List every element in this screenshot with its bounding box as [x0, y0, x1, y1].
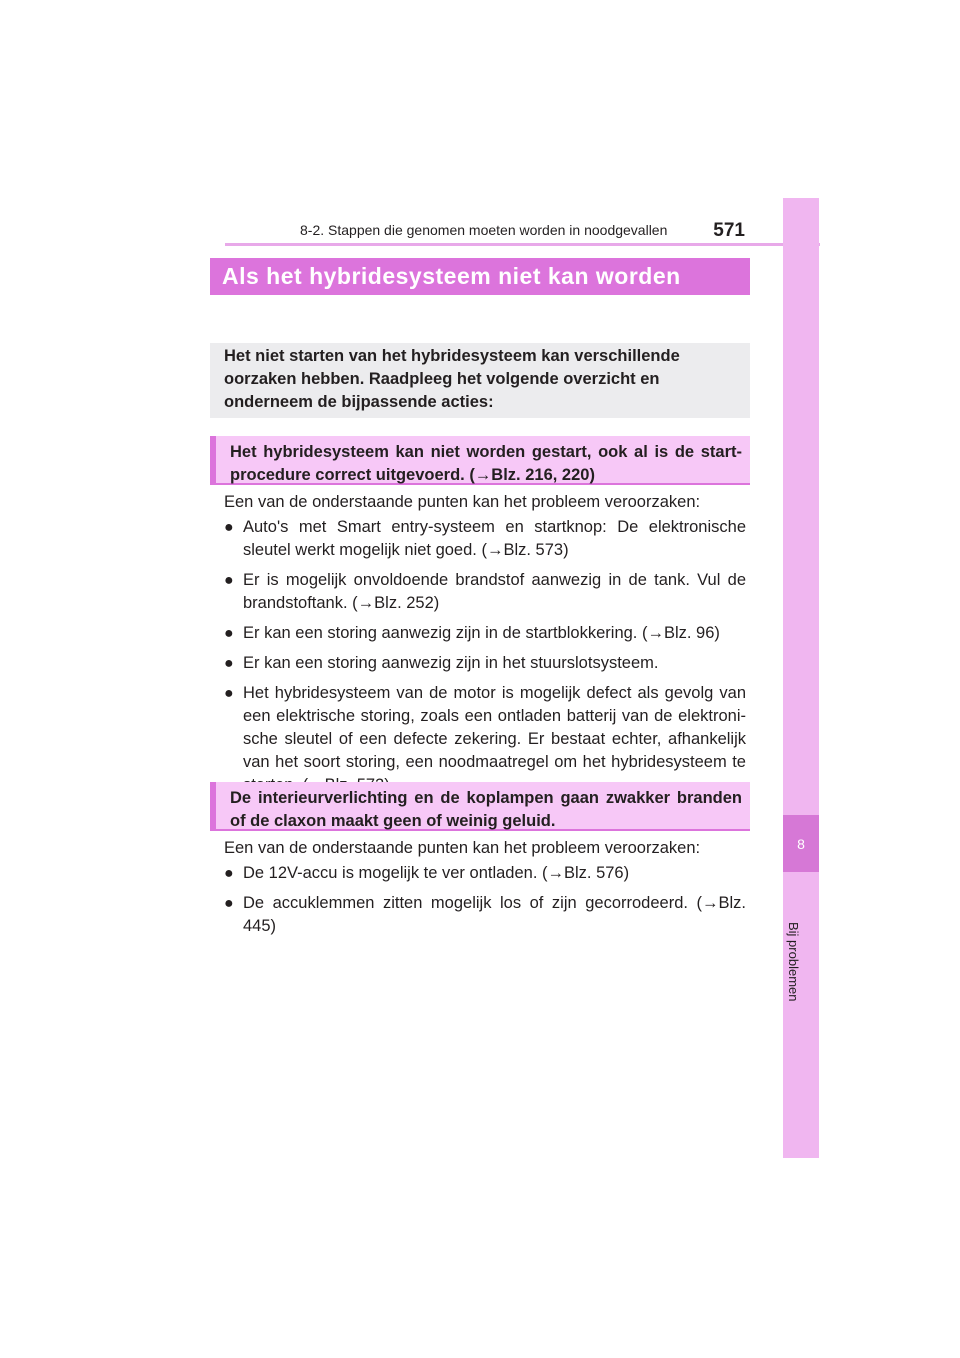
side-thumb-strip	[783, 198, 819, 1158]
list-item: ● Auto's met Smart entry-systeem en startknop: De elektronische sleutel werkt mogelijk niet goed. (→Blz. 573)	[224, 518, 746, 559]
header-breadcrumb: 8-2. Stappen die genomen moeten worden in noodgevallen	[300, 222, 668, 238]
list-item: ● Er kan een storing aanwezig zijn in de startblokkering. (→Blz. 96)	[224, 622, 746, 645]
section-title-banner	[210, 258, 750, 295]
bullet-icon: ●	[224, 572, 234, 589]
intro-text: Het niet starten van het hybridesysteem kan verschillende oorzaken hebben. Raadpleeg het volgende overzicht en onderneem de bijpassende acties:	[224, 347, 680, 411]
page-header	[225, 212, 745, 242]
lead-text: Een van de onderstaande punten kan het probleem veroorzaken:	[224, 839, 701, 857]
bullet-icon: ●	[224, 865, 234, 882]
list-item: ● Er is mogelijk onvoldoende brandstof aanwezig in de tank. Vul de brandstoftank. (→Blz. 252)	[224, 571, 746, 612]
bullet-icon: ●	[224, 625, 234, 642]
cause-list	[224, 862, 746, 945]
list-item: ● Er kan een storing aanwezig zijn in het stuurslotsysteem.	[224, 652, 746, 675]
bullet-icon: ●	[224, 895, 234, 912]
subheading-text: De interieurverlichting en de koplampen gaan zwakker branden of de claxon maakt geen of weinig geluid.	[230, 789, 742, 830]
lead-text: Een van de onderstaande punten kan het probleem veroorzaken:	[224, 493, 701, 511]
bullet-icon: ●	[224, 685, 234, 702]
bullet-icon: ●	[224, 519, 234, 536]
list-item: ● Het hybridesysteem van de motor is mogelijk defect als gevolg van een elektrische storing, zoals een ontladen batterij van de elektroni-sche sleutel of een defecte zekering. Er bestaat echter, afhankelijk van het soort storing, een noodmaatregel om het hybridesysteem te	[224, 684, 746, 771]
chapter-number: 8	[797, 835, 805, 852]
subheading-text: Het hybridesysteem kan niet worden gestart, ook al is de start-procedure correct uitgevoerd. (→Blz. 216, 220)	[230, 443, 742, 484]
intro-box	[210, 343, 750, 418]
list-item: ● De 12V-accu is mogelijk te ver ontladen. (→Blz. 576)	[224, 862, 746, 885]
list-item: ● De accuklemmen zitten mogelijk los of zijn gecorrodeerd. (→Blz. 445)	[224, 894, 746, 935]
bullet-icon: ●	[224, 655, 234, 672]
chapter-tab[interactable]	[783, 815, 819, 872]
subheading-dim-lights	[210, 782, 750, 831]
page-number: 571	[713, 220, 745, 241]
subheading-hybrid-not-starting	[210, 436, 750, 485]
section-title: Als het hybridesysteem niet kan worden	[222, 263, 681, 289]
header-divider	[225, 243, 820, 246]
chapter-label: Bij problemen	[786, 922, 801, 1002]
cause-list	[224, 516, 746, 804]
